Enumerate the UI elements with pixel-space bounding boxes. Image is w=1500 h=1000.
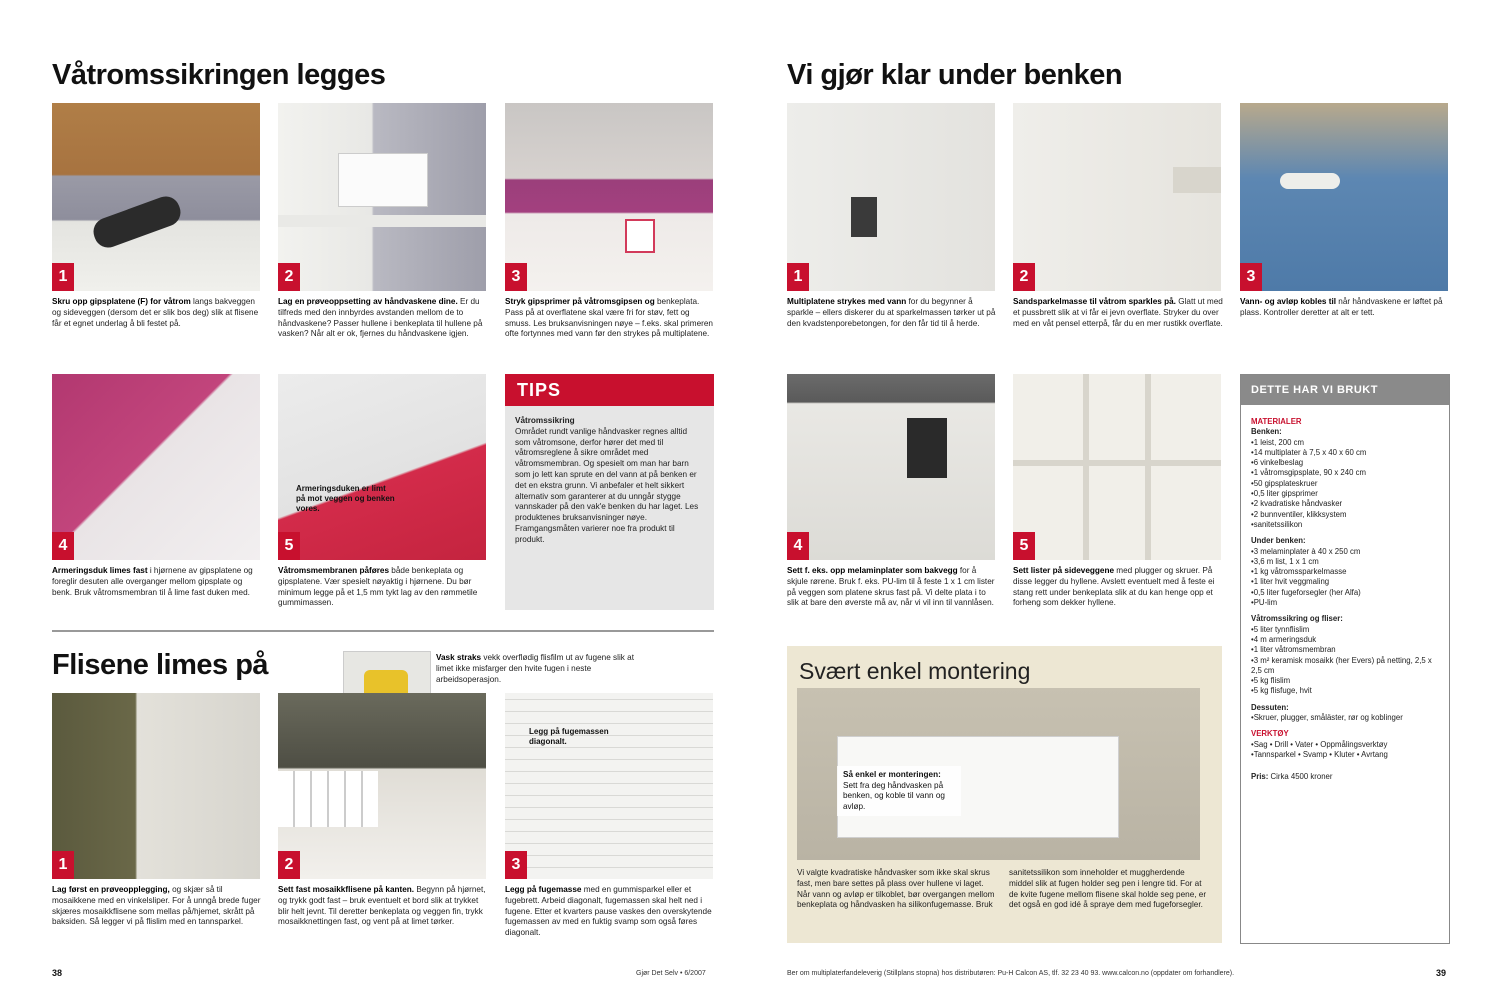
pipe-shape xyxy=(1173,167,1221,193)
desuten-label: Dessuten: xyxy=(1251,702,1289,712)
tips-subtitle: Våtromssikring xyxy=(515,416,575,425)
list-item: • 50 gipsplateskruer xyxy=(1251,479,1439,489)
step5-caption: Våtromsmembranen påføres både benkeplata og gipsplatene. Vær spesielt nøyaktig i hjørnene. Du bør minimum legge på et 1,5 mm tykt lag av den rømmetile gummimassen. xyxy=(278,566,478,608)
list-item: • 0,5 liter gipsprimer xyxy=(1251,489,1439,499)
under-label: Under benken: xyxy=(1251,536,1306,546)
benk-step3-caption: Vann- og avløp kobles til når håndvaskene er løftet på plass. Kontroller deretter at alt er tett. xyxy=(1240,297,1443,317)
price-line: Pris: Cirka 4500 kroner xyxy=(1251,772,1333,782)
step-number: 2 xyxy=(278,263,300,291)
magazine-footer: Gjør Det Selv • 6/2007 xyxy=(636,970,706,977)
photo-label: Armeringsduken er limt på mot veggen og benken vores. xyxy=(296,484,395,513)
tips-text: Området rundt vanlige håndvasker regnes alltid som våtromsone, derfor hører det med til våtromsreglene å sikre området med våtromsmembran. Og spesielt om man har barn som jo lett kan sprute en del vann at på benken er det en ekstra grunn. Vi anbefaler et helt sikkert alternativ som garanterer at du unngår stygge vannskader på den vak'e benken du har laget. Les produktenes bruksanvisninger nøye. Framgangsmåten varierer noe fra produkt til produkt. xyxy=(515,426,699,544)
benk-step4-caption: Sett f. eks. opp melaminplater som bakvegg for å skjule rørene. Bruk f. eks. PU-lim til å feste 1 x 1 cm lister på veggen som platene skrus fast på. Vi delte plata i to slik at bare den øverste må av, når vi vil inn til vannlåsen. xyxy=(787,566,995,608)
primer-bucket xyxy=(625,219,655,253)
step4-caption: Armeringsduk limes fast i hjørnene av gipsplatene og foreglir desuten alle overganger mellom gipsplate og benk. Bruk våtromsmembran til å lime fast duken med. xyxy=(52,566,253,597)
drain-pipe-shape xyxy=(1280,173,1340,189)
mounting-text-col1: Vi valgte kvadratiske håndvasker som ikke skal skrus fast, men bare settes på plass over hullene vi laget. Når vann og avløp er tilkoblet, bør overgangen mellom benkeplata og håndvasken ha silikonfugemasse. Bruk xyxy=(797,868,995,910)
benk-step1-caption: Multiplatene strykes med vann for du begynner å sparkle – ellers diskerer du at sparkelmassen tørker ut på den kvadstenporebetongen, for den får tid til å herde. xyxy=(787,297,996,328)
section-title-vatrom: Våtromssikringen legges xyxy=(52,59,386,91)
step2-photo xyxy=(278,103,486,291)
list-item: • 0,5 liter fugeforsegler (her Alfa) xyxy=(1251,588,1439,598)
list-item: • 1 liter våtromsmembran xyxy=(1251,645,1439,655)
tips-box xyxy=(505,374,714,610)
materials-box xyxy=(1240,374,1450,944)
divider xyxy=(52,630,714,632)
materials-label: MATERIALER xyxy=(1251,417,1302,426)
verktoy-list xyxy=(1251,740,1439,761)
list-item: • 6 vinkelbeslag xyxy=(1251,458,1439,468)
step-number: 4 xyxy=(787,532,809,560)
step-number: 3 xyxy=(505,263,527,291)
step-number: 5 xyxy=(278,532,300,560)
step-number: 3 xyxy=(505,851,527,879)
mounting-callout: Så enkel er monteringen: Sett fra deg håndvasken på benken, og koble til vann og avløp. xyxy=(837,766,961,816)
tips-header: TIPS xyxy=(505,374,714,406)
benk-list xyxy=(1251,438,1439,531)
benk-step5-caption: Sett lister på sideveggene med plugger og skruer. På disse legger du hyllene. Avslett eventuelt med å feste ei stang rett under benkeplata slik at du kan henge opp et forheng som dekker hyllene. xyxy=(1013,566,1215,608)
list-item: • 3,6 m list, 1 x 1 cm xyxy=(1251,557,1439,567)
step3-caption: Stryk gipsprimer på våtromsgipsen og benkeplata. Pass på at overflatene skal være fri for støv, fett og smuss. Les bruksanvisningen nøye – f.eks. skal primeren ofte fortynnes med vann før den strykes på multiplatene. xyxy=(505,297,713,339)
section-title-benk: Vi gjør klar under benken xyxy=(787,59,1123,91)
tiles-step2-photo xyxy=(278,693,486,879)
step-number: 1 xyxy=(787,263,809,291)
list-item: • 5 kg flislim xyxy=(1251,676,1439,686)
benk-step2-caption: Sandsparkelmasse til våtrom sparkles på. Glatt ut med et pussbrett slik at vi får ei jevn overflate. Stryker du over med en våt pensel etterpå, får du en mer rustikk overflate. xyxy=(1013,297,1223,328)
section-title-fliser: Flisene limes på xyxy=(52,649,269,681)
benk-step4-photo xyxy=(787,374,995,560)
drill-shape xyxy=(90,193,185,252)
list-item: • 1 liter hvit veggmaling xyxy=(1251,577,1439,587)
vatrom-list xyxy=(1251,625,1439,697)
tiles-step1-photo xyxy=(52,693,260,879)
inset-caption: Vask straks vekk overflødig flisfilm ut av fugene slik at limet ikke misfarger den hvite fugen i neste arbeidsoperasjon. xyxy=(436,653,634,684)
benk-label: Benken: xyxy=(1251,427,1282,437)
page-number-right: 39 xyxy=(1436,968,1447,978)
step-number: 1 xyxy=(52,263,74,291)
under-list xyxy=(1251,547,1439,609)
list-item: • 5 kg flisfuge, hvit xyxy=(1251,686,1439,696)
list-item: • 3 melaminplater à 40 x 250 cm xyxy=(1251,547,1439,557)
mounting-text-col2: sanitetssilikon som inneholder et muggherdende middel slik at fugen holder seg pen i lengre tid. For at de kvite fugene mellom flisene skal holde seg pene, er det også en god idé å spraye dem med fugeforsegler. xyxy=(1009,868,1207,910)
list-item: • sanitetssilikon xyxy=(1251,520,1439,530)
step-number: 5 xyxy=(1013,532,1035,560)
list-item: • PU-lim xyxy=(1251,598,1439,608)
step3-photo xyxy=(505,103,713,291)
list-item: • Sag • Drill • Vater • Oppmålingsverktøy xyxy=(1251,740,1439,750)
list-item: • Skruer, plugger, småläster, rør og koblinger xyxy=(1251,713,1439,723)
list-item: • 2 kvadratiske håndvasker xyxy=(1251,499,1439,509)
step1-caption: Skru opp gipsplatene (F) for våtrom langs bakveggen og sideveggen (dersom det er slik bos deg) slik at flisene får et egnet underlag å bli festet på. xyxy=(52,297,259,328)
mounting-box xyxy=(787,646,1222,943)
step4-photo xyxy=(52,374,260,560)
tiles-step2-caption: Sett fast mosaikkflisene på kanten. Begynn på hjørnet, og trykk godt fast – bruk eventuelt et bord slik at trykket blir helt jevnt. Til deretter benkeplata og veggen fin, trykk mosaikknettingen fast, og vent på at limet tørker. xyxy=(278,885,486,927)
mounting-photo xyxy=(797,688,1200,860)
list-item: • Tannsparkel • Svamp • Kluter • Avrtang xyxy=(1251,750,1439,760)
verktoy-label: VERKTØY xyxy=(1251,729,1289,739)
benk-step1-photo xyxy=(787,103,995,291)
list-item: • 14 multiplater à 7,5 x 40 x 60 cm xyxy=(1251,448,1439,458)
basin-shape xyxy=(338,153,428,207)
photo-label: Legg på fugemassen diagonalt. xyxy=(529,727,609,746)
materials-header: DETTE HAR VI BRUKT xyxy=(1241,375,1449,405)
step-number: 3 xyxy=(1240,263,1262,291)
step-number: 2 xyxy=(1013,263,1035,291)
footer-note: Ber om multiplaterfandeleverig (Stillplans stopna) hos distributøren: Pu-H Calcon AS, tlf. 32 23 40 93. www.calcon.no (oppdater om forhandlere). xyxy=(787,970,1235,977)
step-number: 2 xyxy=(278,851,300,879)
benk-step3-photo xyxy=(1240,103,1448,291)
mosaic-shape xyxy=(278,771,378,827)
list-item: • 2 bunnventiler, klikksystem xyxy=(1251,510,1439,520)
step-number: 1 xyxy=(52,851,74,879)
list-item: • 3 m² keramisk mosaikk (her Evers) på netting, 2,5 x 2,5 cm xyxy=(1251,656,1439,677)
list-item: • 4 m armeringsduk xyxy=(1251,635,1439,645)
step1-photo xyxy=(52,103,260,291)
vatrom-label: Våtromssikring og fliser: xyxy=(1251,614,1343,624)
drill-shape xyxy=(907,418,947,478)
benk-step5-photo xyxy=(1013,374,1221,560)
list-item: • 1 våtromsgipsplate, 90 x 240 cm xyxy=(1251,468,1439,478)
step5-photo xyxy=(278,374,486,560)
tiles-step1-caption: Lag først en prøveopplegging, og skjær så til mosaikkene med en vinkelsliper. For å unngå brede fuger skjæres mosaikkflisene som mellas på/hjemet, skrått på baksiden. Så legger vi på flislim med en tannsparkel. xyxy=(52,885,261,927)
list-item: • 1 kg våtromssparkelmasse xyxy=(1251,567,1439,577)
mounting-title: Svært enkel montering xyxy=(799,658,1031,684)
tiles-step3-photo xyxy=(505,693,713,879)
list-item: • 5 liter tynnflislim xyxy=(1251,625,1439,635)
list-item: • 1 leist, 200 cm xyxy=(1251,438,1439,448)
brush-shape xyxy=(851,197,877,237)
page-number-left: 38 xyxy=(52,968,63,978)
step2-caption: Lag en prøveoppsetting av håndvaskene dine. Er du tilfreds med den innbyrdes avstanden mellom de to håndvaskene? Passer hullene i benkeplata til hullene på vasken? Når alt er ok, fjernes du håndvaskene igjen. xyxy=(278,297,483,339)
tiles-step3-caption: Legg på fugemasse med en gummisparkel eller et fugebrett. Arbeid diagonalt, fugemassen skal helt ned i fugene. Etter et kvarters pause vaskes den overskytende fugemassen av med en fuktig svamp som også føres diagonalt. xyxy=(505,885,712,938)
step-number: 4 xyxy=(52,532,74,560)
benk-step2-photo xyxy=(1013,103,1221,291)
desuten-list xyxy=(1251,713,1439,723)
